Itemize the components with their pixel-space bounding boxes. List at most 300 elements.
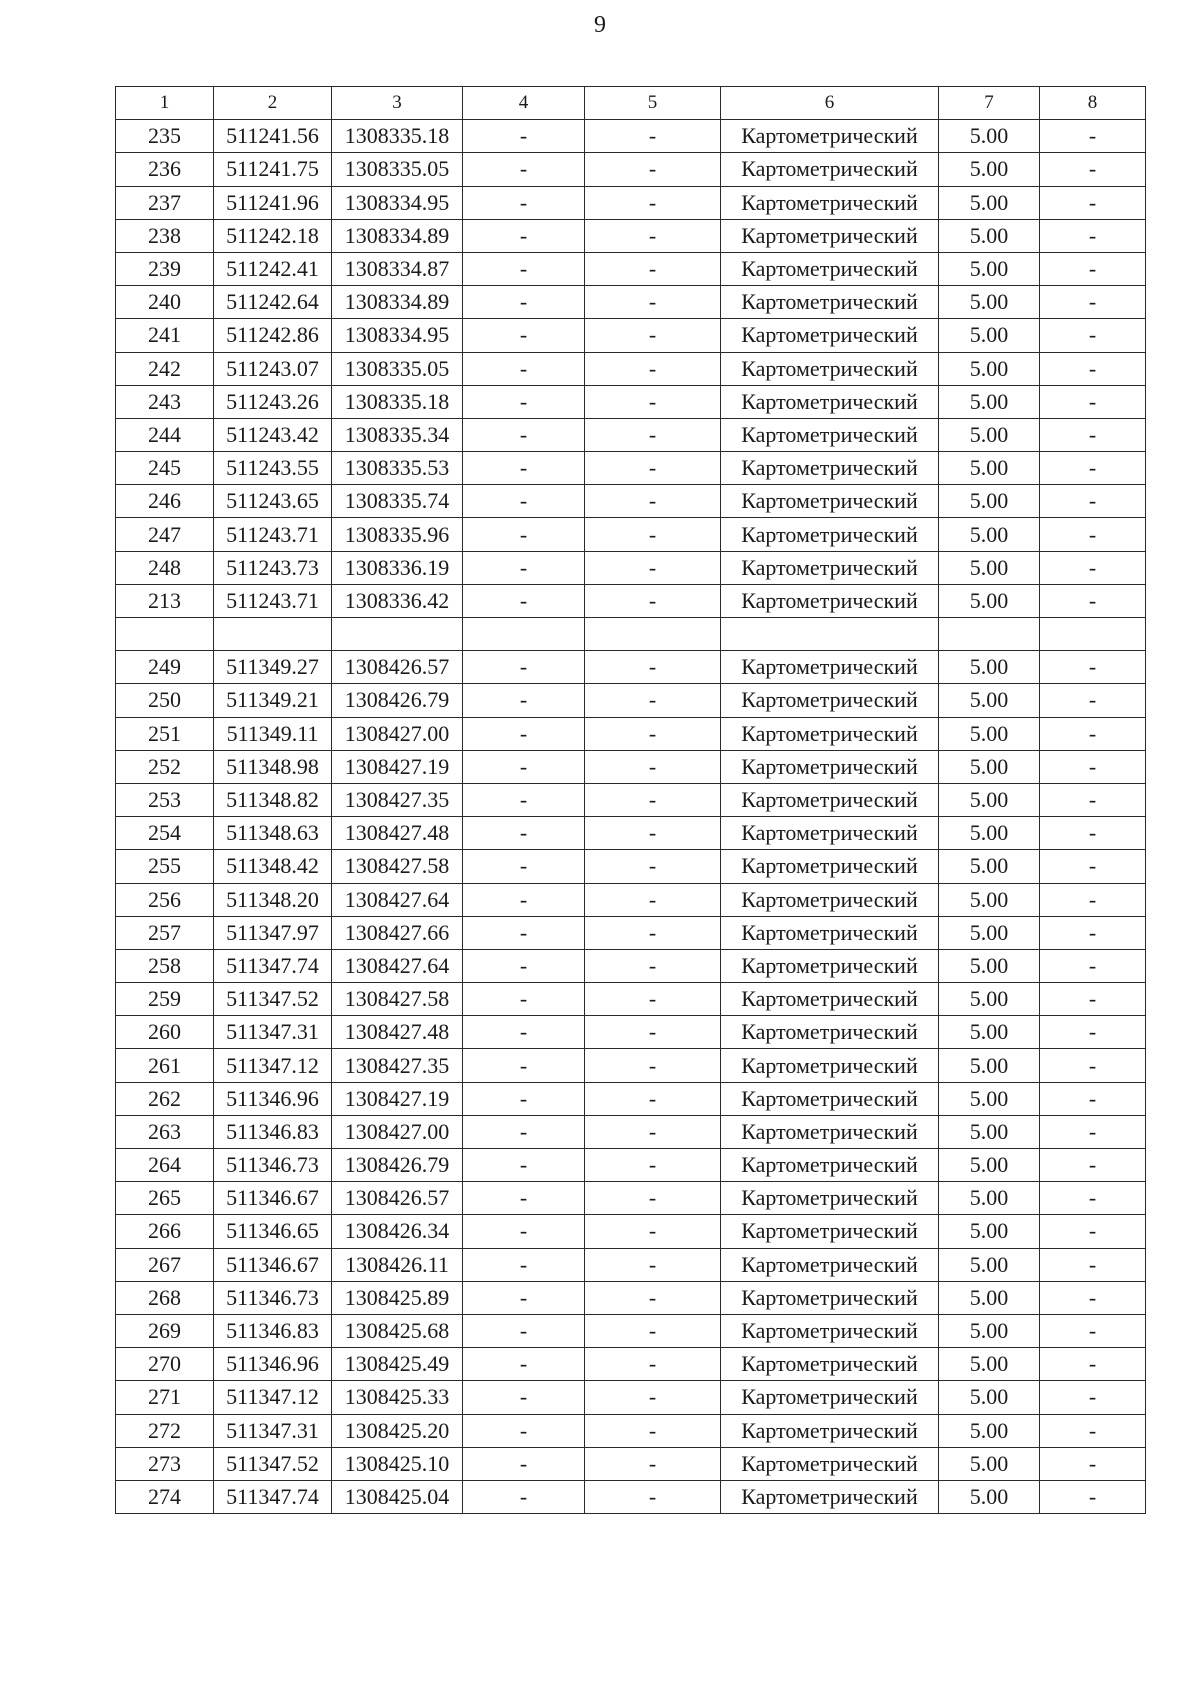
cell-coord-y: 1308336.42 <box>332 584 463 617</box>
cell-method: Картометрический <box>721 1314 939 1347</box>
cell-point-number: 256 <box>116 883 214 916</box>
cell-col-8: - <box>1040 1281 1146 1314</box>
cell-col-8: - <box>1040 883 1146 916</box>
cell-col-5: - <box>585 319 721 352</box>
cell-point-number: 261 <box>116 1049 214 1082</box>
cell-col-5: - <box>585 1082 721 1115</box>
table-row <box>116 651 1146 684</box>
cell-point-number: 242 <box>116 352 214 385</box>
cell-coord-y: 1308425.49 <box>332 1348 463 1381</box>
table-row <box>116 750 1146 783</box>
cell-point-number: 244 <box>116 418 214 451</box>
cell-method: Картометрический <box>721 219 939 252</box>
cell-precision: 5.00 <box>939 1381 1040 1414</box>
cell-precision: 5.00 <box>939 1215 1040 1248</box>
cell-method: Картометрический <box>721 1082 939 1115</box>
cell-point-number: 268 <box>116 1281 214 1314</box>
cell-col-8: - <box>1040 252 1146 285</box>
cell-col-8: - <box>1040 452 1146 485</box>
cell-col-5: - <box>585 120 721 153</box>
cell-col-5: - <box>585 1314 721 1347</box>
cell-point-number: 248 <box>116 551 214 584</box>
cell-col-8: - <box>1040 385 1146 418</box>
table-row <box>116 684 1146 717</box>
cell-method: Картометрический <box>721 883 939 916</box>
cell-coord-y: 1308334.95 <box>332 186 463 219</box>
cell-method: Картометрический <box>721 783 939 816</box>
table-row <box>116 1049 1146 1082</box>
cell-col-4: - <box>463 817 585 850</box>
cell-coord-x: 511241.56 <box>214 120 332 153</box>
table-row <box>116 1115 1146 1148</box>
cell-point-number: 264 <box>116 1149 214 1182</box>
cell-col-4: - <box>463 1447 585 1480</box>
cell-col-4: - <box>463 518 585 551</box>
cell-coord-x: 511346.65 <box>214 1215 332 1248</box>
cell-col-4: - <box>463 319 585 352</box>
cell-coord-x: 511346.96 <box>214 1348 332 1381</box>
cell-coord-y: 1308426.79 <box>332 1149 463 1182</box>
cell-col-4 <box>463 618 585 651</box>
header-cell-7: 7 <box>939 87 1040 120</box>
cell-precision: 5.00 <box>939 949 1040 982</box>
table-row <box>116 1082 1146 1115</box>
cell-precision: 5.00 <box>939 1314 1040 1347</box>
table-row <box>116 1182 1146 1215</box>
cell-precision: 5.00 <box>939 1049 1040 1082</box>
cell-col-8: - <box>1040 983 1146 1016</box>
cell-coord-x: 511243.26 <box>214 385 332 418</box>
cell-point-number: 245 <box>116 452 214 485</box>
cell-col-8: - <box>1040 684 1146 717</box>
cell-col-5: - <box>585 352 721 385</box>
cell-coord-y: 1308427.00 <box>332 1115 463 1148</box>
cell-precision: 5.00 <box>939 518 1040 551</box>
cell-col-4: - <box>463 651 585 684</box>
cell-point-number: 273 <box>116 1447 214 1480</box>
cell-method: Картометрический <box>721 319 939 352</box>
cell-col-5: - <box>585 1215 721 1248</box>
cell-col-5: - <box>585 1149 721 1182</box>
cell-col-8: - <box>1040 651 1146 684</box>
cell-col-5: - <box>585 518 721 551</box>
cell-method: Картометрический <box>721 1115 939 1148</box>
cell-precision: 5.00 <box>939 1149 1040 1182</box>
cell-col-4: - <box>463 1182 585 1215</box>
cell-method: Картометрический <box>721 1215 939 1248</box>
cell-point-number: 254 <box>116 817 214 850</box>
cell-col-4: - <box>463 219 585 252</box>
cell-col-4: - <box>463 949 585 982</box>
cell-coord-y: 1308425.04 <box>332 1480 463 1513</box>
cell-col-5 <box>585 618 721 651</box>
cell-col-5: - <box>585 1049 721 1082</box>
cell-coord-x: 511242.86 <box>214 319 332 352</box>
table-row <box>116 916 1146 949</box>
cell-precision: 5.00 <box>939 883 1040 916</box>
cell-point-number: 274 <box>116 1480 214 1513</box>
cell-col-4: - <box>463 286 585 319</box>
cell-coord-y: 1308334.89 <box>332 286 463 319</box>
cell-coord-x: 511346.73 <box>214 1281 332 1314</box>
cell-method: Картометрический <box>721 1182 939 1215</box>
cell-coord-x: 511349.21 <box>214 684 332 717</box>
cell-coord-x: 511346.96 <box>214 1082 332 1115</box>
cell-coord-x: 511348.42 <box>214 850 332 883</box>
cell-precision: 5.00 <box>939 750 1040 783</box>
cell-method: Картометрический <box>721 1414 939 1447</box>
cell-method: Картометрический <box>721 518 939 551</box>
cell-col-8: - <box>1040 1115 1146 1148</box>
cell-coord-y: 1308334.95 <box>332 319 463 352</box>
cell-coord-y: 1308427.64 <box>332 883 463 916</box>
cell-point-number: 247 <box>116 518 214 551</box>
cell-point-number: 250 <box>116 684 214 717</box>
table-row <box>116 717 1146 750</box>
cell-point-number: 259 <box>116 983 214 1016</box>
cell-col-5: - <box>585 684 721 717</box>
cell-method: Картометрический <box>721 385 939 418</box>
cell-method: Картометрический <box>721 1248 939 1281</box>
cell-point-number: 238 <box>116 219 214 252</box>
cell-method: Картометрический <box>721 1281 939 1314</box>
cell-col-4: - <box>463 1115 585 1148</box>
cell-col-8: - <box>1040 485 1146 518</box>
cell-precision: 5.00 <box>939 1082 1040 1115</box>
cell-coord-x: 511346.83 <box>214 1115 332 1148</box>
table-row <box>116 120 1146 153</box>
cell-col-4: - <box>463 385 585 418</box>
cell-col-5: - <box>585 1447 721 1480</box>
cell-col-8: - <box>1040 1447 1146 1480</box>
cell-col-8: - <box>1040 319 1146 352</box>
cell-point-number: 253 <box>116 783 214 816</box>
cell-method: Картометрический <box>721 817 939 850</box>
table-row <box>116 1149 1146 1182</box>
cell-point-number: 265 <box>116 1182 214 1215</box>
cell-point-number: 257 <box>116 916 214 949</box>
cell-coord-x: 511347.31 <box>214 1016 332 1049</box>
header-cell-6: 6 <box>721 87 939 120</box>
table-row <box>116 385 1146 418</box>
cell-coord-x: 511347.31 <box>214 1414 332 1447</box>
cell-col-4: - <box>463 1480 585 1513</box>
cell-col-4: - <box>463 1314 585 1347</box>
cell-coord-y: 1308426.57 <box>332 1182 463 1215</box>
cell-col-5: - <box>585 717 721 750</box>
cell-precision: 5.00 <box>939 153 1040 186</box>
cell-precision: 5.00 <box>939 584 1040 617</box>
cell-method: Картометрический <box>721 452 939 485</box>
cell-col-8: - <box>1040 783 1146 816</box>
table-row <box>116 1381 1146 1414</box>
cell-precision <box>939 618 1040 651</box>
cell-coord-y: 1308335.05 <box>332 352 463 385</box>
cell-method: Картометрический <box>721 1480 939 1513</box>
cell-method: Картометрический <box>721 120 939 153</box>
cell-method: Картометрический <box>721 286 939 319</box>
cell-method: Картометрический <box>721 584 939 617</box>
cell-point-number: 251 <box>116 717 214 750</box>
cell-col-8 <box>1040 618 1146 651</box>
cell-col-4: - <box>463 684 585 717</box>
cell-method: Картометрический <box>721 916 939 949</box>
cell-col-4: - <box>463 850 585 883</box>
header-cell-8: 8 <box>1040 87 1146 120</box>
cell-coord-x: 511348.98 <box>214 750 332 783</box>
cell-point-number: 236 <box>116 153 214 186</box>
cell-precision: 5.00 <box>939 252 1040 285</box>
cell-col-4: - <box>463 1381 585 1414</box>
cell-method: Картометрический <box>721 717 939 750</box>
table-row <box>116 850 1146 883</box>
cell-coord-x: 511347.97 <box>214 916 332 949</box>
cell-col-5: - <box>585 1248 721 1281</box>
table-row <box>116 1348 1146 1381</box>
cell-point-number: 213 <box>116 584 214 617</box>
table-row <box>116 1215 1146 1248</box>
cell-method: Картометрический <box>721 949 939 982</box>
cell-coord-y: 1308426.57 <box>332 651 463 684</box>
cell-coord-x: 511346.83 <box>214 1314 332 1347</box>
table-row <box>116 518 1146 551</box>
cell-precision: 5.00 <box>939 817 1040 850</box>
table-row <box>116 551 1146 584</box>
header-cell-5: 5 <box>585 87 721 120</box>
cell-coord-y: 1308427.58 <box>332 983 463 1016</box>
cell-coord-x: 511243.42 <box>214 418 332 451</box>
cell-coord-y: 1308427.00 <box>332 717 463 750</box>
cell-precision: 5.00 <box>939 418 1040 451</box>
cell-col-5: - <box>585 850 721 883</box>
cell-coord-x: 511347.12 <box>214 1381 332 1414</box>
cell-col-5: - <box>585 452 721 485</box>
cell-precision: 5.00 <box>939 1480 1040 1513</box>
cell-method: Картометрический <box>721 1381 939 1414</box>
cell-col-4: - <box>463 783 585 816</box>
cell-col-8: - <box>1040 186 1146 219</box>
cell-precision: 5.00 <box>939 1414 1040 1447</box>
cell-coord-x: 511349.11 <box>214 717 332 750</box>
cell-precision: 5.00 <box>939 1447 1040 1480</box>
cell-col-5: - <box>585 1115 721 1148</box>
cell-col-5: - <box>585 651 721 684</box>
cell-coord-x: 511346.73 <box>214 1149 332 1182</box>
cell-coord-y: 1308425.20 <box>332 1414 463 1447</box>
cell-method <box>721 618 939 651</box>
cell-col-5: - <box>585 1381 721 1414</box>
cell-col-8: - <box>1040 850 1146 883</box>
table-body <box>116 87 1146 1514</box>
cell-col-8: - <box>1040 219 1146 252</box>
cell-method: Картометрический <box>721 850 939 883</box>
table-row <box>116 983 1146 1016</box>
cell-col-4: - <box>463 1082 585 1115</box>
cell-col-5: - <box>585 1182 721 1215</box>
cell-coord-x: 511243.55 <box>214 452 332 485</box>
cell-col-4: - <box>463 418 585 451</box>
cell-col-8: - <box>1040 1082 1146 1115</box>
cell-coord-y: 1308427.19 <box>332 750 463 783</box>
cell-coord-y: 1308335.34 <box>332 418 463 451</box>
cell-col-4: - <box>463 120 585 153</box>
cell-col-4: - <box>463 186 585 219</box>
cell-point-number: 267 <box>116 1248 214 1281</box>
cell-method: Картометрический <box>721 651 939 684</box>
cell-precision: 5.00 <box>939 1248 1040 1281</box>
cell-col-8: - <box>1040 286 1146 319</box>
cell-col-4: - <box>463 551 585 584</box>
cell-coord-y: 1308335.96 <box>332 518 463 551</box>
cell-col-5: - <box>585 286 721 319</box>
header-cell-2: 2 <box>214 87 332 120</box>
cell-coord-y: 1308335.18 <box>332 120 463 153</box>
table-row <box>116 153 1146 186</box>
cell-precision: 5.00 <box>939 783 1040 816</box>
cell-point-number: 241 <box>116 319 214 352</box>
table-row <box>116 584 1146 617</box>
table-row <box>116 286 1146 319</box>
cell-coord-y: 1308427.48 <box>332 1016 463 1049</box>
cell-coord-x: 511242.41 <box>214 252 332 285</box>
cell-point-number: 271 <box>116 1381 214 1414</box>
cell-col-5: - <box>585 1016 721 1049</box>
table-row <box>116 252 1146 285</box>
cell-point-number: 272 <box>116 1414 214 1447</box>
cell-coord-y: 1308425.68 <box>332 1314 463 1347</box>
cell-point-number: 260 <box>116 1016 214 1049</box>
cell-coord-y: 1308336.19 <box>332 551 463 584</box>
cell-coord-x: 511243.65 <box>214 485 332 518</box>
cell-col-5: - <box>585 817 721 850</box>
cell-method: Картометрический <box>721 485 939 518</box>
cell-col-5: - <box>585 385 721 418</box>
table-row <box>116 219 1146 252</box>
cell-point-number: 235 <box>116 120 214 153</box>
cell-precision: 5.00 <box>939 717 1040 750</box>
cell-method: Картометрический <box>721 1149 939 1182</box>
cell-coord-x: 511348.20 <box>214 883 332 916</box>
cell-coord-x: 511348.82 <box>214 783 332 816</box>
cell-col-8: - <box>1040 1381 1146 1414</box>
cell-method: Картометрический <box>721 551 939 584</box>
cell-precision: 5.00 <box>939 352 1040 385</box>
cell-coord-x: 511347.12 <box>214 1049 332 1082</box>
cell-coord-y: 1308427.35 <box>332 1049 463 1082</box>
table-row <box>116 817 1146 850</box>
cell-precision: 5.00 <box>939 286 1040 319</box>
cell-col-4: - <box>463 916 585 949</box>
cell-point-number <box>116 618 214 651</box>
cell-coord-y: 1308334.89 <box>332 219 463 252</box>
cell-col-5: - <box>585 418 721 451</box>
cell-col-4: - <box>463 717 585 750</box>
cell-coord-x: 511347.74 <box>214 1480 332 1513</box>
cell-col-4: - <box>463 1248 585 1281</box>
cell-col-5: - <box>585 1480 721 1513</box>
cell-method: Картометрический <box>721 418 939 451</box>
cell-coord-x: 511242.64 <box>214 286 332 319</box>
cell-coord-y: 1308425.89 <box>332 1281 463 1314</box>
cell-coord-x: 511347.52 <box>214 983 332 1016</box>
cell-precision: 5.00 <box>939 1182 1040 1215</box>
cell-col-4: - <box>463 153 585 186</box>
cell-precision: 5.00 <box>939 1348 1040 1381</box>
cell-col-8: - <box>1040 750 1146 783</box>
table-row <box>116 319 1146 352</box>
cell-point-number: 262 <box>116 1082 214 1115</box>
cell-col-4: - <box>463 1215 585 1248</box>
cell-coord-x: 511349.27 <box>214 651 332 684</box>
cell-precision: 5.00 <box>939 684 1040 717</box>
cell-point-number: 270 <box>116 1348 214 1381</box>
cell-col-4: - <box>463 252 585 285</box>
cell-coord-y <box>332 618 463 651</box>
cell-coord-x: 511348.63 <box>214 817 332 850</box>
cell-coord-x: 511242.18 <box>214 219 332 252</box>
cell-precision: 5.00 <box>939 186 1040 219</box>
cell-coord-x: 511346.67 <box>214 1182 332 1215</box>
cell-col-8: - <box>1040 518 1146 551</box>
cell-precision: 5.00 <box>939 319 1040 352</box>
cell-col-5: - <box>585 186 721 219</box>
cell-col-8: - <box>1040 1016 1146 1049</box>
table-row <box>116 186 1146 219</box>
cell-coord-y: 1308425.33 <box>332 1381 463 1414</box>
cell-col-8: - <box>1040 1348 1146 1381</box>
cell-point-number: 269 <box>116 1314 214 1347</box>
cell-col-8: - <box>1040 1480 1146 1513</box>
cell-col-5: - <box>585 750 721 783</box>
cell-coord-y: 1308425.10 <box>332 1447 463 1480</box>
cell-precision: 5.00 <box>939 651 1040 684</box>
cell-coord-y: 1308427.66 <box>332 916 463 949</box>
cell-coord-y: 1308335.53 <box>332 452 463 485</box>
cell-point-number: 239 <box>116 252 214 285</box>
cell-col-8: - <box>1040 584 1146 617</box>
table-row <box>116 1281 1146 1314</box>
cell-coord-y: 1308427.35 <box>332 783 463 816</box>
table-row <box>116 1414 1146 1447</box>
coordinates-table <box>115 86 1146 1514</box>
cell-method: Картометрический <box>721 983 939 1016</box>
table-row <box>116 1248 1146 1281</box>
cell-coord-x: 511243.71 <box>214 518 332 551</box>
cell-col-8: - <box>1040 916 1146 949</box>
cell-col-4: - <box>463 1414 585 1447</box>
cell-col-5: - <box>585 252 721 285</box>
cell-col-5: - <box>585 551 721 584</box>
cell-col-5: - <box>585 219 721 252</box>
cell-col-5: - <box>585 485 721 518</box>
cell-coord-x: 511346.67 <box>214 1248 332 1281</box>
cell-coord-x: 511243.73 <box>214 551 332 584</box>
cell-coord-x: 511243.71 <box>214 584 332 617</box>
cell-col-5: - <box>585 1281 721 1314</box>
table-row <box>116 949 1146 982</box>
cell-precision: 5.00 <box>939 120 1040 153</box>
cell-coord-y: 1308427.48 <box>332 817 463 850</box>
header-cell-4: 4 <box>463 87 585 120</box>
cell-col-8: - <box>1040 717 1146 750</box>
cell-precision: 5.00 <box>939 452 1040 485</box>
cell-col-4: - <box>463 352 585 385</box>
cell-col-8: - <box>1040 551 1146 584</box>
cell-col-4: - <box>463 750 585 783</box>
page-number: 9 <box>594 12 606 38</box>
cell-point-number: 263 <box>116 1115 214 1148</box>
table-row <box>116 1016 1146 1049</box>
